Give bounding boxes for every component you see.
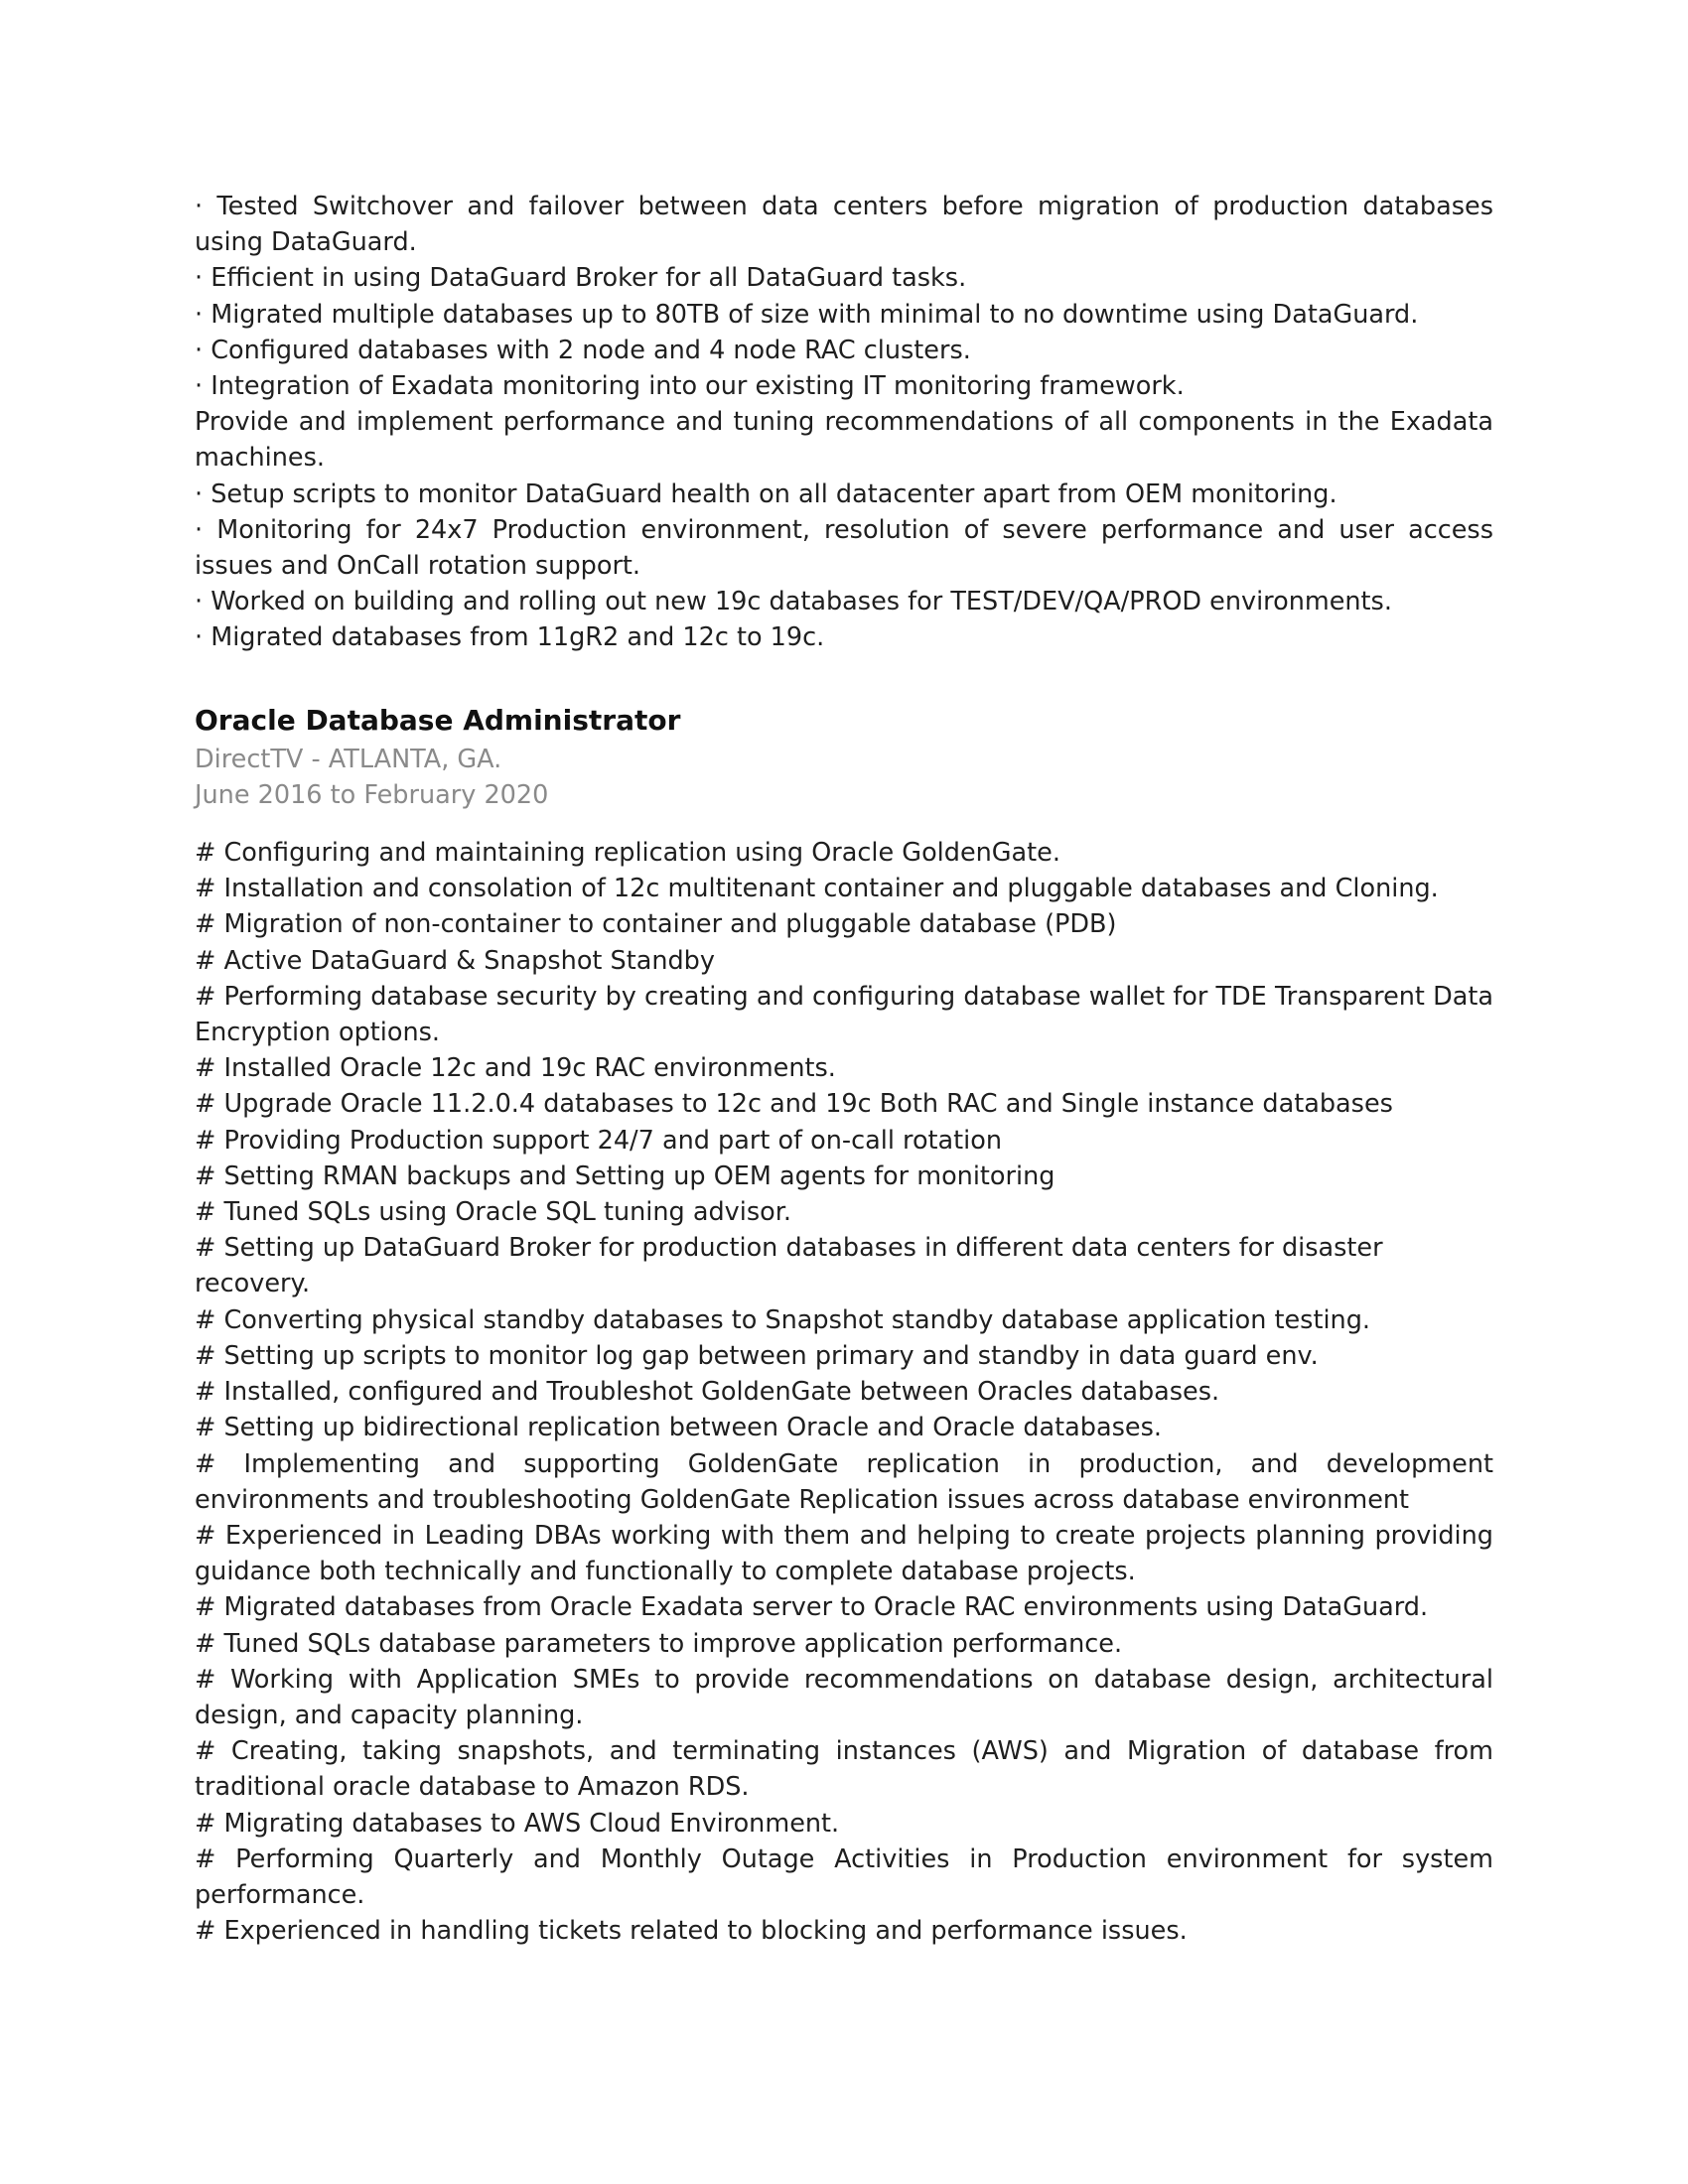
list-item: # Converting physical standby databases to Snapshot standby database application testing. (195, 1304, 1371, 1335)
list-item: # Migrated databases from Oracle Exadata server to Oracle RAC environments using DataGuard. (195, 1592, 1429, 1623)
list-item: # Active DataGuard & Snapshot Standby (195, 945, 715, 976)
list-item: # Setting up bidirectional replication between Oracle and Oracle databases. (195, 1413, 1162, 1443)
list-item: # Performing Quarterly and Monthly Outage Activities in Production environment for system performance. (195, 1843, 1493, 1910)
company-location-separator: - (311, 744, 321, 774)
list-item: # Tuned SQLs using Oracle SQL tuning advisor. (195, 1197, 791, 1228)
job-company-name: DirectTV (195, 744, 304, 774)
list-item: · Tested Switchover and failover between data centers before migration of production databases using DataGuard. (195, 192, 1493, 258)
list-item: # Experienced in handling tickets related to blocking and performance issues. (195, 1916, 1188, 1947)
list-item: # Setting up DataGuard Broker for production databases in different data centers for disaster recovery. (195, 1233, 1383, 1299)
list-item: # Installed, configured and Troubleshot GoldenGate between Oracles databases. (195, 1377, 1220, 1408)
list-item: · Integration of Exadata monitoring into our existing IT monitoring framework. (195, 371, 1185, 402)
list-item: · Setup scripts to monitor DataGuard health on all datacenter apart from OEM monitoring. (195, 478, 1337, 509)
list-item: · Configured databases with 2 node and 4 node RAC clusters. (195, 335, 971, 365)
list-item: # Upgrade Oracle 11.2.0.4 databases to 12c and 19c Both RAC and Single instance databases (195, 1089, 1393, 1120)
list-item: # Migrating databases to AWS Cloud Environment. (195, 1808, 840, 1839)
list-item: # Setting RMAN backups and Setting up OEM agents for monitoring (195, 1160, 1055, 1191)
job-title: Oracle Database Administrator (195, 703, 681, 737)
list-item: · Migrated multiple databases up to 80TB of size with minimal to no downtime using DataGuard. (195, 299, 1419, 330)
list-item: # Performing database security by creating and configuring database wallet for TDE Transparent Data Encryption options. (195, 981, 1493, 1048)
job-bullets (195, 835, 1493, 1949)
list-item: · Monitoring for 24x7 Production environment, resolution of severe performance and user access issues and OnCall rotation support. (195, 514, 1493, 582)
list-item: · Migrated databases from 11gR2 and 12c to 19c. (195, 622, 825, 653)
list-item: # Installed Oracle 12c and 19c RAC environments. (195, 1053, 836, 1084)
list-item: # Installation and consolation of 12c multitenant container and pluggable databases and Cloning. (195, 874, 1439, 904)
list-item: # Implementing and supporting GoldenGate replication in production, and development environments and troubleshooting GoldenGate Replication issues across database environment (195, 1448, 1493, 1515)
list-item: · Efficient in using DataGuard Broker for all DataGuard tasks. (195, 263, 967, 294)
list-item: # Configuring and maintaining replication using Oracle GoldenGate. (195, 838, 1060, 869)
job-location: ATLANTA, GA. (328, 744, 502, 774)
list-item: # Migration of non-container to container and pluggable database (PDB) (195, 909, 1117, 940)
job-dates: June 2016 to February 2020 (195, 779, 549, 810)
list-item: Provide and implement performance and tuning recommendations of all components in the Exadata machines. (195, 407, 1493, 474)
list-item: · Worked on building and rolling out new 19c databases for TEST/DEV/QA/PROD environments. (195, 587, 1392, 617)
list-item: # Providing Production support 24/7 and part of on-call rotation (195, 1125, 1003, 1156)
job-company-location (195, 742, 1493, 777)
list-item: # Tuned SQLs database parameters to improve application performance. (195, 1628, 1123, 1659)
list-item: # Creating, taking snapshots, and terminating instances (AWS) and Migration of database from traditional oracle database to Amazon RDS. (195, 1736, 1493, 1803)
list-item: # Experienced in Leading DBAs working with them and helping to create projects planning providing guidance both technically and functionally to complete database projects. (195, 1520, 1493, 1587)
list-item: # Working with Application SMEs to provide recommendations on database design, architectural design, and capacity planning. (195, 1664, 1493, 1730)
previous-role-bullets (195, 189, 1493, 656)
list-item: # Setting up scripts to monitor log gap between primary and standby in data guard env. (195, 1340, 1319, 1371)
